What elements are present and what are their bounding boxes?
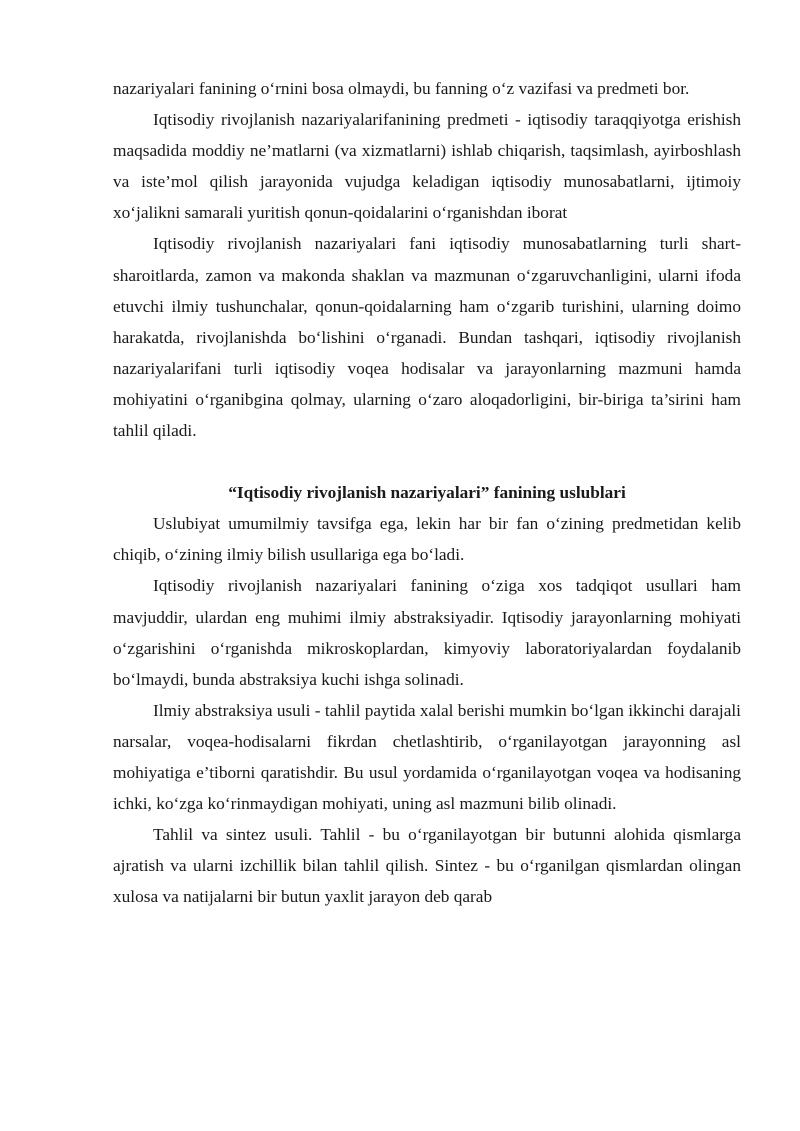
paragraph-subject-scope: Iqtisodiy rivojlanish nazariyalari fani iqtisodiy munosabatlarning turli shart-sharoitlarda, zamon va makonda shaklan va mazmunan o‘zgaruvchanligini, ularni ifoda etuvchi ilmiy tushunchalar, qonun-qoidalarning ham o‘zgarib turishini, ularning doimo harakatda, rivojlanishda bo‘lishini o‘rganadi. Bundan tashqari, iqtisodiy rivojlanish nazariyalarifani turli iqtisodiy voqea hodisalar va jarayonlarning mazmuni hamda mohiyatini o‘rganibgina qolmay, ularning o‘zaro aloqadorligini, bir-biriga ta’sirini ham tahlil qiladi.	[113, 234, 741, 441]
paragraph-methodology: Uslubiyat umumilmiy tavsifga ega, lekin har bir fan o‘zining predmetidan kelib chiqib, o‘zining ilmiy bilish usullariga ega bo‘ladi.	[113, 514, 741, 565]
paragraph-analysis-synthesis: Tahlil va sintez usuli. Tahlil - bu o‘rganilayotgan bir butunni alohida qismlarga ajratish va ularni izchillik bilan tahlil qilish. Sintez - bu o‘rganilgan qismlardan olingan xulosa va natijalarni bir butun yaxlit jarayon deb qarab	[113, 825, 741, 907]
paragraph-subject-definition: Iqtisodiy rivojlanish nazariyalarifanining predmeti - iqtisodiy taraqqiyotga erishish maqsadida moddiy ne’matlarni (va xizmatlarni) ishlab chiqarish, taqsimlash, ayirboshlash va iste’mol qilish jarayonida vujudga keladigan iqtisodiy munosabatlarni, ijtimoiy xo‘jalikni samarali yuritish qonun-qoidalarini o‘rganishdan iborat	[113, 110, 741, 223]
page-body	[113, 73, 741, 912]
paragraph-continuation: nazariyalari fanining o‘rnini bosa olmaydi, bu fanning o‘z vazifasi va predmeti bor.	[113, 79, 690, 98]
section-heading: “Iqtisodiy rivojlanish nazariyalari” fanining uslublari	[228, 483, 626, 503]
paragraph-research-methods: Iqtisodiy rivojlanish nazariyalari fanining o‘ziga xos tadqiqot usullari ham mavjuddir, ulardan eng muhimi ilmiy abstraksiyadir. Iqtisodiy jarayonlarning mohiyati o‘zgarishini o‘rganishda mikroskoplardan, kimyoviy laboratoriyalardan foydalanib bo‘lmaydi, bunda abstraksiya kuchi ishga solinadi.	[113, 576, 741, 689]
blank-line	[113, 446, 741, 477]
paragraph-scientific-abstraction: Ilmiy abstraksiya usuli - tahlil paytida xalal berishi mumkin bo‘lgan ikkinchi darajali narsalar, voqea-hodisalarni fikrdan chetlashtirib, o‘rganilayotgan jarayonning asl mohiyatiga e’tiborni qaratishdir. Bu usul yordamida o‘rganilayotgan voqea va hodisaning ichki, ko‘zga ko‘rinmaydigan mohiyati, uning asl mazmuni bilib olinadi.	[113, 700, 741, 814]
